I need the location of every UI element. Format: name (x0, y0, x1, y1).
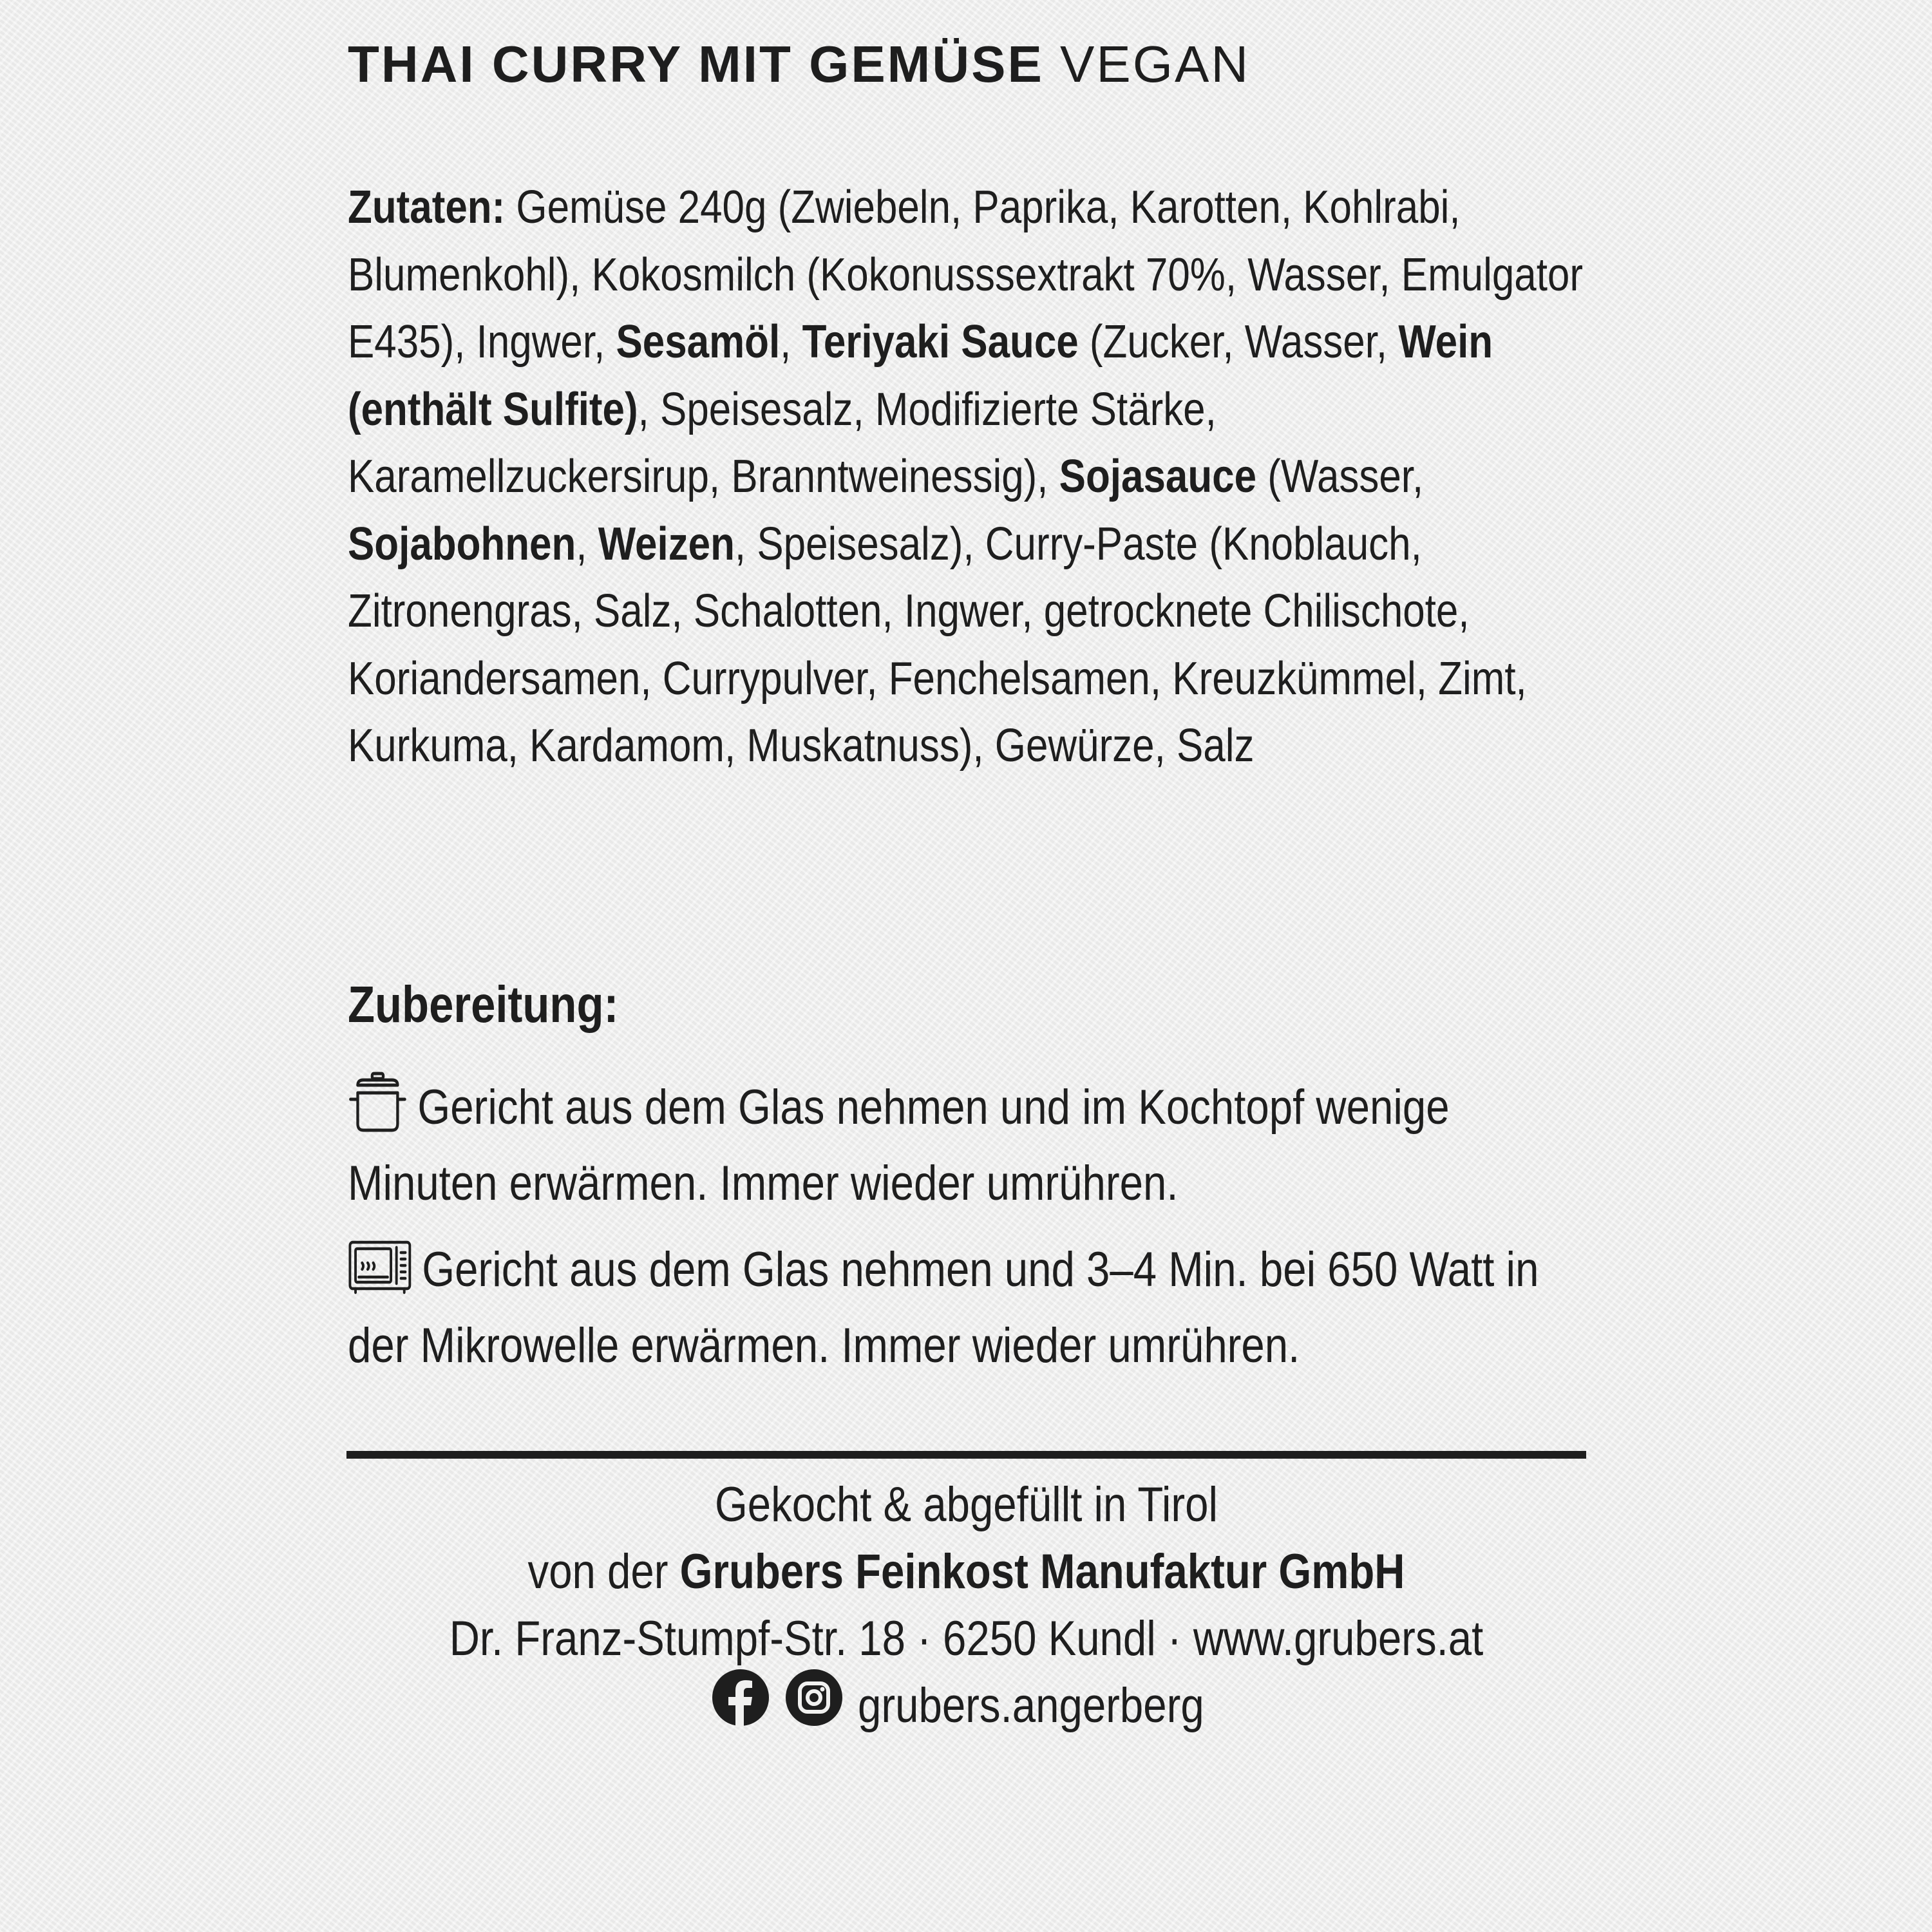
cooking-pot-icon (348, 1071, 408, 1150)
preparation-step-pot (348, 1071, 1600, 1217)
allergen-soy-sauce: Sojasauce (1059, 451, 1257, 502)
allergen-sulfite: Wein (enthält Sulfite) (348, 316, 1493, 435)
microwave-icon (348, 1240, 412, 1312)
company-name: Grubers Feinkost Manufaktur GmbH (679, 1544, 1405, 1599)
allergen-soybeans: Sojabohnen (348, 518, 576, 570)
company-prefix: von der (527, 1544, 680, 1599)
divider-line (346, 1451, 1586, 1459)
company-line (433, 1539, 1500, 1605)
ingredients-segment: , Speisesalz, Modifizierte Stärke, Karamellzuckersirup, Branntweinessig), (348, 383, 1217, 502)
preparation-step-text: Gericht aus dem Glas nehmen und im Kochtopf wenige Minuten erwärmen. Immer wieder umrühren. (348, 1080, 1450, 1211)
allergen-teriyaki: Teriyaki Sauce (802, 316, 1079, 368)
product-label (348, 26, 1591, 780)
ingredients-text (348, 174, 1600, 780)
preparation-step-microwave (348, 1236, 1600, 1379)
ingredients-segment: (Zucker, Wasser, (1078, 316, 1399, 368)
allergen-sesame: Sesamöl (616, 316, 781, 368)
product-name: THAI CURRY MIT GEMÜSE (348, 35, 1044, 93)
address-line: Dr. Franz-Stumpf-Str. 18 · 6250 Kundl · www.grubers.at (449, 1611, 1484, 1666)
ingredients-segment: , (576, 518, 598, 570)
vegan-tag: VEGAN (1060, 35, 1251, 93)
preparation-step-text: Gericht aus dem Glas nehmen und 3–4 Min. bei 650 Watt in der Mikrowelle erwärmen. Immer wieder umrühren. (348, 1242, 1539, 1373)
ingredients-segment: Gemüse 240g (Zwiebeln, Paprika, Karotten, Kohlrabi, Blumenkohl), Kokosmilch (Kokonusssextrakt 70%, Wasser, Emulgator E435), Ingwer, (348, 182, 1583, 368)
preparation-heading: Zubereitung: (348, 976, 619, 1033)
ingredients-segment: , Speisesalz), Curry-Paste (Knoblauch, Zitronengras, Salz, Schalotten, Ingwer, getrocknete Chilischote, Koriandersamen, Currypulver, Fenchelsamen, Kreuzkümmel, Zimt, Kurkuma, Kardamom, Muskatnuss), Gewürze, Salz (348, 518, 1527, 772)
social-line (346, 1672, 1586, 1739)
product-title (348, 26, 1591, 103)
ingredients-segment: , (780, 316, 802, 368)
facebook-icon[interactable] (711, 1668, 770, 1745)
instagram-icon[interactable] (784, 1668, 844, 1745)
ingredients-segment: (Wasser, (1256, 451, 1424, 502)
origin-line: Gekocht & abgefüllt in Tirol (714, 1477, 1218, 1532)
allergen-wheat: Weizen (598, 518, 735, 570)
ingredients-label: Zutaten: (348, 182, 506, 233)
producer-info (346, 1472, 1586, 1739)
social-handle[interactable]: grubers.angerberg (857, 1678, 1204, 1733)
